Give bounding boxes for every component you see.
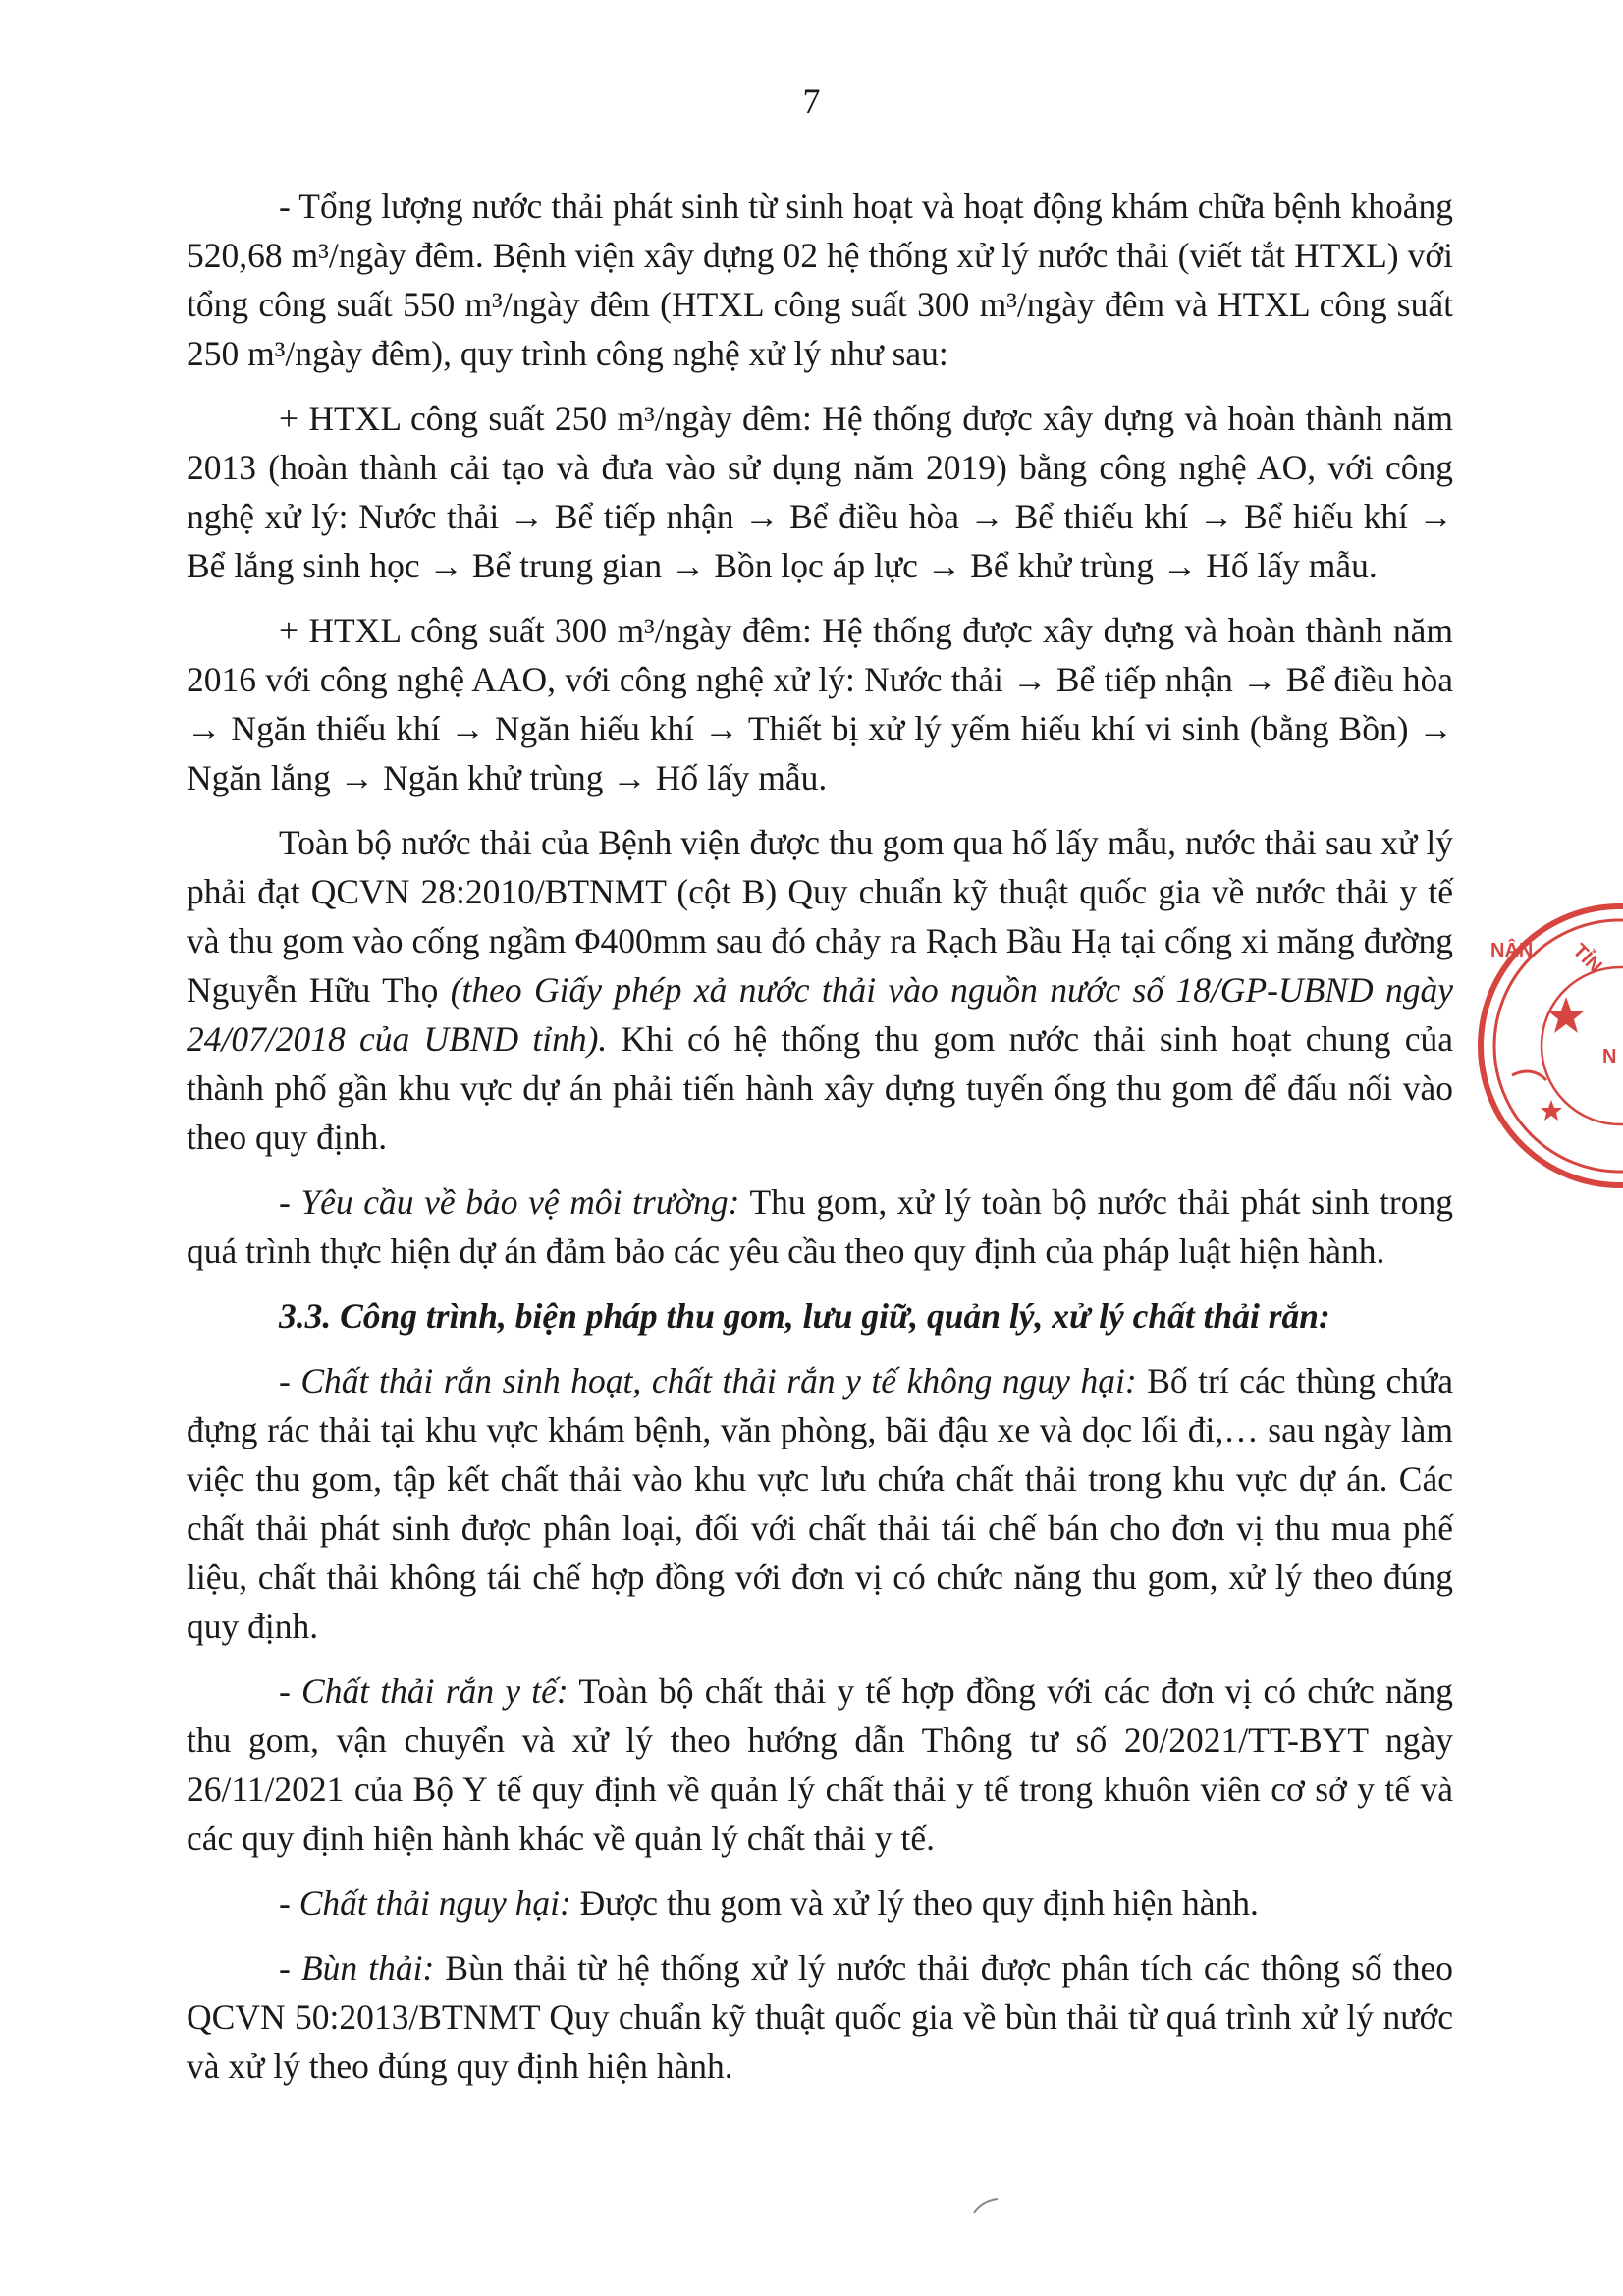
paragraph-hazardous-waste [187, 1879, 1453, 1928]
medical-waste-label: - Chất thải rắn y tế: [279, 1671, 568, 1711]
stamp-text-right: N [1602, 1046, 1617, 1067]
pen-mark-icon [972, 2195, 1001, 2214]
environment-requirement-label: - Yêu cầu về bảo vệ môi trường: [279, 1182, 740, 1222]
stamp-text-top: NÂN [1490, 940, 1534, 961]
paragraph-wastewater-total: - Tổng lượng nước thải phát sinh từ sinh hoạt và hoạt động khám chữa bệnh khoảng 520,68 m³/ngày đêm. Bệnh viện xây dựng 02 hệ thống xử lý nước thải (viết tắt HTXL) với tổng công suất 550 m³/ngày đêm (HTXL công suất 300 m³/ngày đêm và HTXL công suất 250 m³/ngày đêm), quy trình công nghệ xử lý như sau: [187, 187, 1453, 373]
paragraph-wastewater-collection [187, 818, 1453, 1162]
paragraph-medical-waste [187, 1667, 1453, 1863]
paragraph-htxl-250: + HTXL công suất 250 m³/ngày đêm: Hệ thống được xây dựng và hoàn thành năm 2013 (hoàn thành cải tạo và đưa vào sử dụng năm 2019) bằng công nghệ AO, với công nghệ xử lý: Nước thải → Bể tiếp nhận → Bể điều hòa → Bể thiếu khí → Bể hiếu khí → Bể lắng sinh học → Bể trung gian → Bồn lọc áp lực → Bể khử trùng → Hố lấy mẫu. [187, 399, 1453, 585]
sludge-text: Bùn thải từ hệ thống xử lý nước thải được phân tích các thông số theo QCVN 50:2013/BTNMT Quy chuẩn kỹ thuật quốc gia về bùn thải từ quá trình xử lý nước và xử lý theo đúng quy định hiện hành. [187, 1948, 1453, 2086]
page-number: 7 [802, 82, 821, 121]
hazardous-waste-text: Được thu gom và xử lý theo quy định hiện hành. [570, 1884, 1259, 1923]
sludge-label: - Bùn thải: [279, 1948, 435, 1988]
collection-text: Toàn bộ nước thải của Bệnh viện được thu gom qua hố lấy mẫu, nước thải sau xử lý phải đạt QCVN 28:2010/BTNMT (cột B) Quy chuẩn kỹ thuật quốc gia về nước thải y tế và thu gom vào cống ngầm Φ400mm sau đó chảy ra Rạch Bầu Hạ tại cống xi măng đường Nguyễn Hữu Thọ [187, 823, 1453, 1010]
paragraph-domestic-waste [187, 1356, 1453, 1651]
domestic-waste-text: Bố trí các thùng chứa đựng rác thải tại khu vực khám bệnh, văn phòng, bãi đậu xe và dọc lối đi,… sau ngày làm việc thu gom, tập kết chất thải vào khu vực lưu chứa chất thải trong khu vực dự án. Các chất thải phát sinh được phân loại, đối với chất thải tái chế bán cho đơn vị thu mua phế liệu, chất thải không tái chế hợp đồng với đơn vị có chức năng thu gom, xử lý theo đúng quy định. [187, 1361, 1453, 1646]
paragraph-environment-requirement [187, 1177, 1453, 1276]
document-body [187, 182, 1453, 2106]
official-stamp [1473, 899, 1623, 1193]
discharge-permit-note: (theo Giấy phép xả nước thải vào nguồn nước số 18/GP-UBND ngày 24/07/2018 của UBND tỉnh). [187, 970, 1453, 1059]
paragraph-htxl-300: + HTXL công suất 300 m³/ngày đêm: Hệ thống được xây dựng và hoàn thành năm 2016 với công nghệ AAO, với công nghệ xử lý: Nước thải → Bể tiếp nhận → Bể điều hòa → Ngăn thiếu khí → Ngăn hiếu khí → Thiết bị xử lý yếm hiếu khí vi sinh (bằng Bồn) → Ngăn lắng → Ngăn khử trùng → Hố lấy mẫu. [187, 611, 1453, 797]
section-heading-solid-waste: 3.3. Công trình, biện pháp thu gom, lưu giữ, quản lý, xử lý chất thải rắn: [279, 1296, 1330, 1336]
paragraph-sludge [187, 1943, 1453, 2091]
collection-tail: Khi có hệ thống thu gom nước thải sinh hoạt chung của thành phố gần khu vực dự án phải tiến hành xây dựng tuyến ống thu gom để đấu nối vào theo quy định. [187, 1019, 1453, 1157]
medical-waste-text: Toàn bộ chất thải y tế hợp đồng với các đơn vị có chức năng thu gom, vận chuyển và xử lý theo hướng dẫn Thông tư số 20/2021/TT-BYT ngày 26/11/2021 của Bộ Y tế quy định về quản lý chất thải y tế trong khuôn viên cơ sở y tế và các quy định hiện hành khác về quản lý chất thải y tế. [187, 1671, 1453, 1858]
hazardous-waste-label: - Chất thải nguy hại: [279, 1884, 571, 1923]
domestic-waste-label: - Chất thải rắn sinh hoạt, chất thải rắn y tế không nguy hại: [279, 1361, 1137, 1400]
environment-requirement-text: Thu gom, xử lý toàn bộ nước thải phát sinh trong quá trình thực hiện dự án đảm bảo các yêu cầu theo quy định của pháp luật hiện hành. [187, 1182, 1453, 1271]
stamp-text-side: TỈN [1568, 939, 1606, 978]
